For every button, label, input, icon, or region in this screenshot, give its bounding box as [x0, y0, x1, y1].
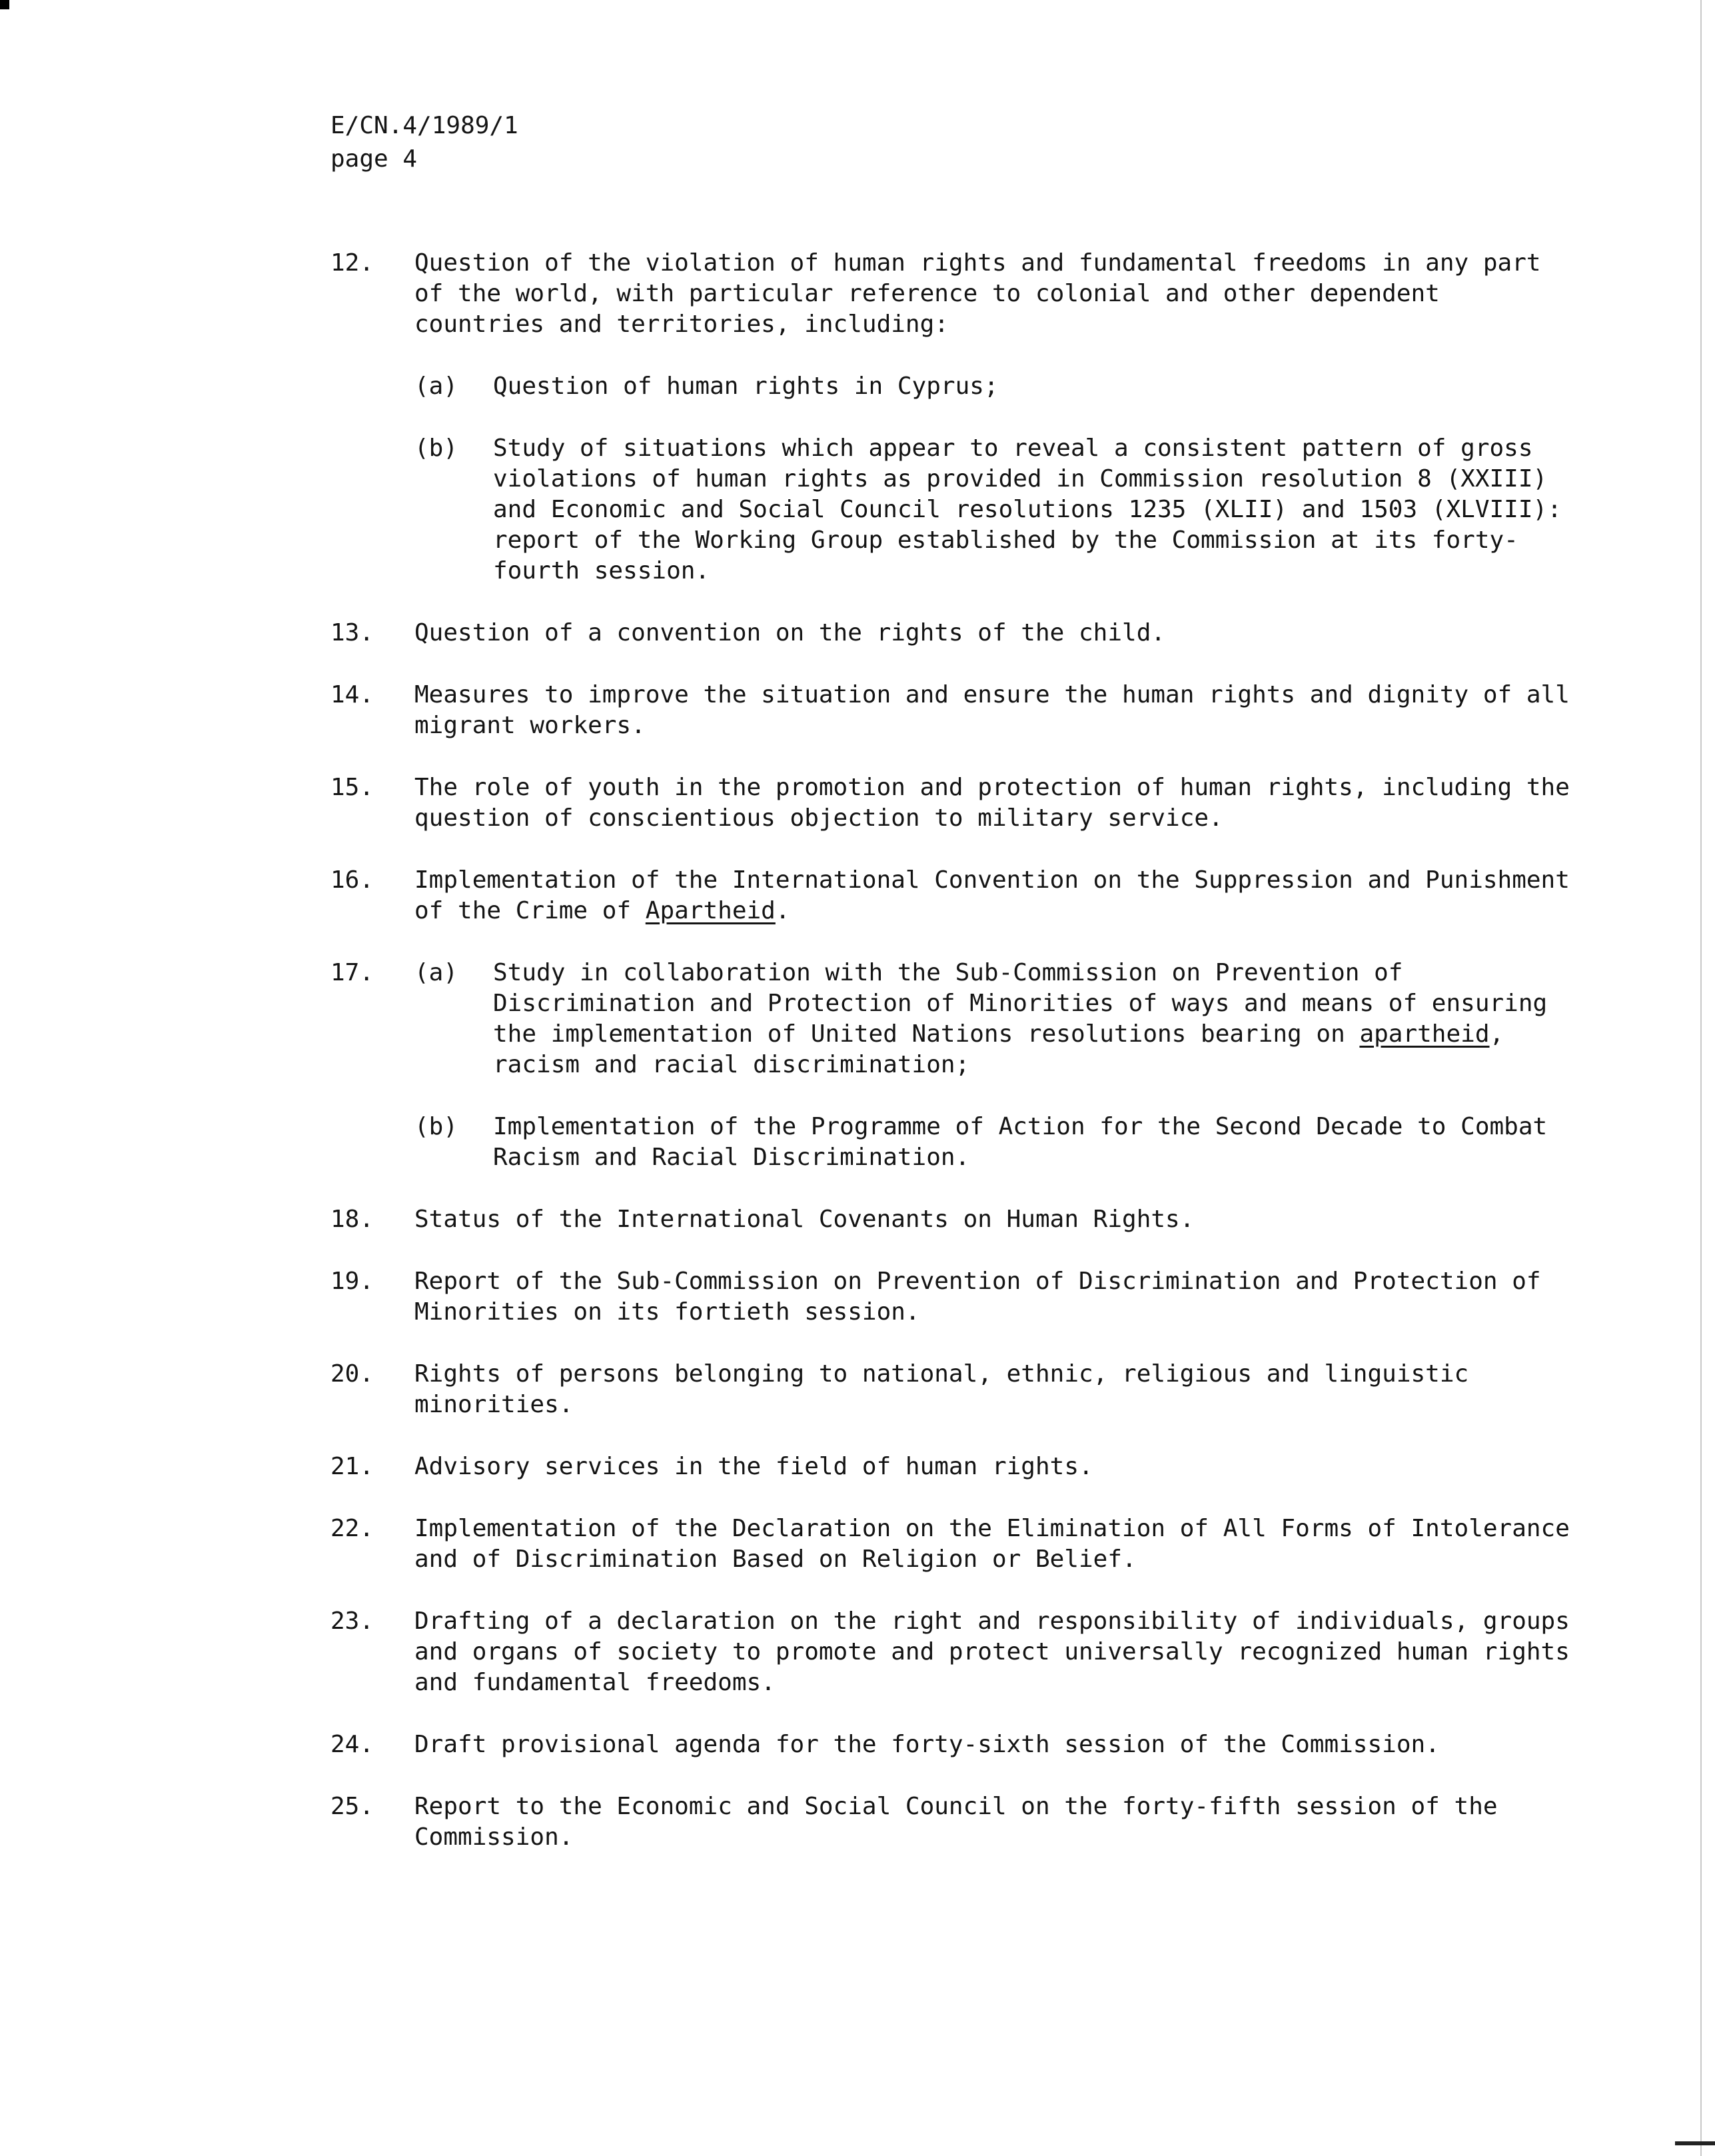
agenda-item	[330, 1204, 1583, 1235]
sub-item-label: (a)	[414, 959, 458, 986]
sub-item-text	[493, 958, 1583, 1080]
page-number: page 4	[330, 145, 418, 173]
item-text: The role of youth in the promotion and protection of human rights, including the question of conscientious objection to military service.	[414, 774, 1570, 832]
agenda-item	[330, 772, 1583, 834]
sub-item-label: (b)	[414, 435, 458, 462]
sub-item-label: (a)	[414, 373, 458, 400]
sub-item	[414, 1112, 1583, 1173]
item-text: Report of the Sub-Commission on Prevention of Discrimination and Protection of Minorities on its fortieth session.	[414, 1268, 1541, 1326]
item-text: Status of the International Covenants on Human Rights.	[414, 1206, 1195, 1233]
item-number: 17.	[330, 959, 374, 986]
sub-item	[414, 433, 1583, 586]
underlined-term: Apartheid	[645, 897, 776, 924]
item-number: 22.	[330, 1515, 374, 1542]
agenda-item	[330, 1791, 1583, 1853]
sub-item-text-part: , racism and racial discrimination;	[493, 1020, 1504, 1078]
scan-bottom-mark	[1675, 2141, 1715, 2145]
item-text: Implementation of the Declaration on the Elimination of All Forms of Intolerance and of Discrimination Based on Religion or Belief.	[414, 1515, 1570, 1573]
sub-item-text: Question of human rights in Cyprus;	[493, 373, 999, 400]
agenda-item	[330, 1266, 1583, 1328]
sub-item	[414, 371, 1583, 402]
item-text: Rights of persons belonging to national, ethnic, religious and linguistic minorities.	[414, 1360, 1469, 1418]
item-text-part: .	[775, 897, 790, 924]
scan-corner-mark	[0, 0, 9, 9]
item-text: Advisory services in the field of human rights.	[414, 1453, 1093, 1480]
item-text: Draft provisional agenda for the forty-sixth session of the Commission.	[414, 1731, 1440, 1758]
document-symbol: E/CN.4/1989/1	[330, 112, 518, 139]
document-header	[330, 109, 518, 176]
item-number: 20.	[330, 1360, 374, 1388]
sub-item	[414, 958, 1583, 1080]
item-number: 25.	[330, 1793, 374, 1820]
item-text	[414, 865, 1583, 926]
agenda-item	[330, 680, 1583, 741]
item-text: Measures to improve the situation and ensure the human rights and dignity of all migrant workers.	[414, 681, 1570, 739]
agenda-item	[330, 1514, 1583, 1575]
item-number: 16.	[330, 866, 374, 894]
item-number: 14.	[330, 681, 374, 708]
underlined-term: apartheid	[1359, 1020, 1490, 1048]
agenda-item	[330, 1452, 1583, 1482]
item-number: 13.	[330, 619, 374, 646]
item-number: 15.	[330, 774, 374, 801]
item-number: 12.	[330, 249, 374, 277]
sub-item-text: Implementation of the Programme of Action for the Second Decade to Combat Racism and Racial Discrimination.	[493, 1113, 1548, 1171]
item-number: 24.	[330, 1731, 374, 1758]
item-text: Question of a convention on the rights of the child.	[414, 619, 1166, 646]
agenda-list	[330, 248, 1583, 1884]
item-number: 19.	[330, 1268, 374, 1295]
item-text: Report to the Economic and Social Council on the forty-fifth session of the Commission.	[414, 1793, 1498, 1851]
sub-item-label: (b)	[414, 1113, 458, 1140]
item-number: 21.	[330, 1453, 374, 1480]
agenda-item	[330, 618, 1583, 648]
item-text: Drafting of a declaration on the right and responsibility of individuals, groups and organs of society to promote and protect universally recognized human rights and fundamental freedoms.	[414, 1608, 1570, 1696]
agenda-item	[330, 1606, 1583, 1698]
agenda-item	[330, 865, 1583, 926]
agenda-item	[330, 958, 1583, 1173]
agenda-item	[330, 1729, 1583, 1760]
item-number: 23.	[330, 1608, 374, 1635]
item-text-part: Implementation of the International Convention on the Suppression and Punishment of the Crime of	[414, 866, 1570, 924]
item-number: 18.	[330, 1206, 374, 1233]
agenda-item	[330, 1359, 1583, 1420]
scan-edge-line	[1700, 0, 1702, 2156]
sub-item-text: Study of situations which appear to reveal a consistent pattern of gross violations of human rights as provided in Commission resolution 8 (XXIII) and Economic and Social Council resolutions 1235 (XLII) and 1503 (XLVIII): report of the Working Group established by the Commission at its forty-fourth session.	[493, 435, 1562, 584]
item-text: Question of the violation of human rights and fundamental freedoms in any part of the world, with particular reference to colonial and other dependent countries and territories, including:	[414, 249, 1541, 338]
sub-item-text-part: Study in collaboration with the Sub-Commission on Prevention of Discrimination and Protection of Minorities of ways and means of ensuring the implementation of United Nations resolutions bearing on	[493, 959, 1548, 1048]
agenda-item	[330, 248, 1583, 586]
